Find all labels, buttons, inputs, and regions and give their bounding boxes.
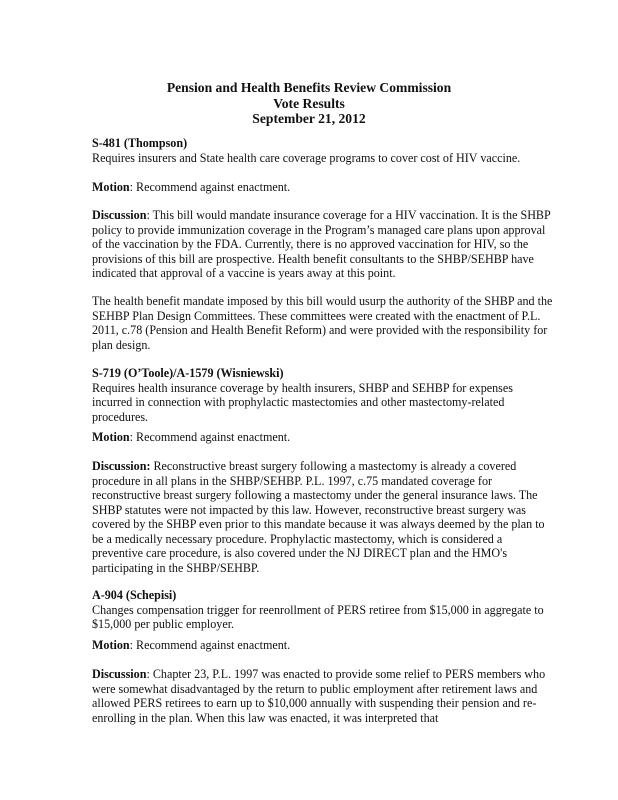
document-title [0,80,618,127]
discussion-a904 [92,667,554,725]
title-vote-results: Vote Results [273,95,345,111]
discussion-s719 [92,459,554,575]
section-s719 [92,366,554,424]
discussion-label: Discussion [92,208,147,222]
title-date: September 21, 2012 [252,111,366,126]
discussion-text: : Chapter 23, P.L. 1997 was enacted to provide some relief to PERS members who were somewhat disadvantaged by the return to public employment after retirement laws and allowed PERS retirees to earn up to $10,000 annually with suspending their pension and re-enrolling in the plan. When this law was enacted, it was interpreted that [92,667,546,725]
motion-s481 [92,180,554,195]
discussion-label: Discussion: [92,459,151,473]
bill-summary: Changes compensation trigger for reenrollment of PERS retiree from $15,000 in aggregate to $15,000 per public employer. [92,602,544,631]
discussion-text: : This bill would mandate insurance coverage for a HIV vaccination. It is the SHBP policy to provide immunization coverage in the Program’s managed care plans upon approval of the vaccination by the FDA. Currently, there is no approved vaccination for HIV, so the provisions of this bill are prospective. Health benefit consultants to the SHBP/SEHBP have indicated that approval of a vaccine is years away at this point. [92,208,551,280]
bill-summary: Requires health insurance coverage by health insurers, SHBP and SEHBP for expenses incurred in connection with prophylactic mastectomies and other mastectomy-related procedures. [92,380,513,424]
motion-label: Motion [92,180,130,194]
motion-text: : Recommend against enactment. [129,180,291,194]
bill-summary: Requires insurers and State health care coverage programs to cover cost of HIV vaccine. [92,150,521,165]
motion-label: Motion [92,430,130,444]
motion-text: : Recommend against enactment. [129,430,291,444]
discussion-s481 [92,208,554,281]
bill-heading: A-904 (Schepisi) [92,588,177,602]
extra-paragraph-s481 [92,294,554,352]
section-s481 [92,136,554,165]
discussion-label: Discussion [92,667,147,681]
bill-heading: S-719 (O’Toole)/A-1579 (Wisniewski) [92,366,284,380]
paragraph-text: The health benefit mandate imposed by this bill would usurp the authority of the SHBP and the SEHBP Plan Design Committees. These committees were created with the enactment of P.L. 2011, c.78 (Pension and Health Benefit Reform) and were provided with the responsibility for plan design. [92,294,553,352]
motion-text: : Recommend against enactment. [129,638,291,652]
title-commission: Pension and Health Benefits Review Commission [166,80,452,95]
motion-label: Motion [92,638,130,652]
section-a904 [92,588,554,632]
discussion-text: Reconstructive breast surgery following a mastectomy is already a covered procedure in all plans in the SHBP/SEHBP. P.L. 1997, c.75 mandated coverage for reconstructive breast surgery following a mastectomy under the general insurance laws. The SHBP statutes were not impacted by this law. However, reconstructive breast surgery was covered by the SHBP even prior to this mandate because it was always deemed by the plan to be a medically necessary procedure. Prophylactic mastectomy, which is considered a preventive care procedure, is also covered under the NJ DIRECT plan and the HMO's participating in the SHBP/SEHBP. [92,459,545,575]
motion-a904 [92,638,554,653]
motion-s719 [92,430,554,445]
bill-heading: S-481 (Thompson) [92,136,188,150]
